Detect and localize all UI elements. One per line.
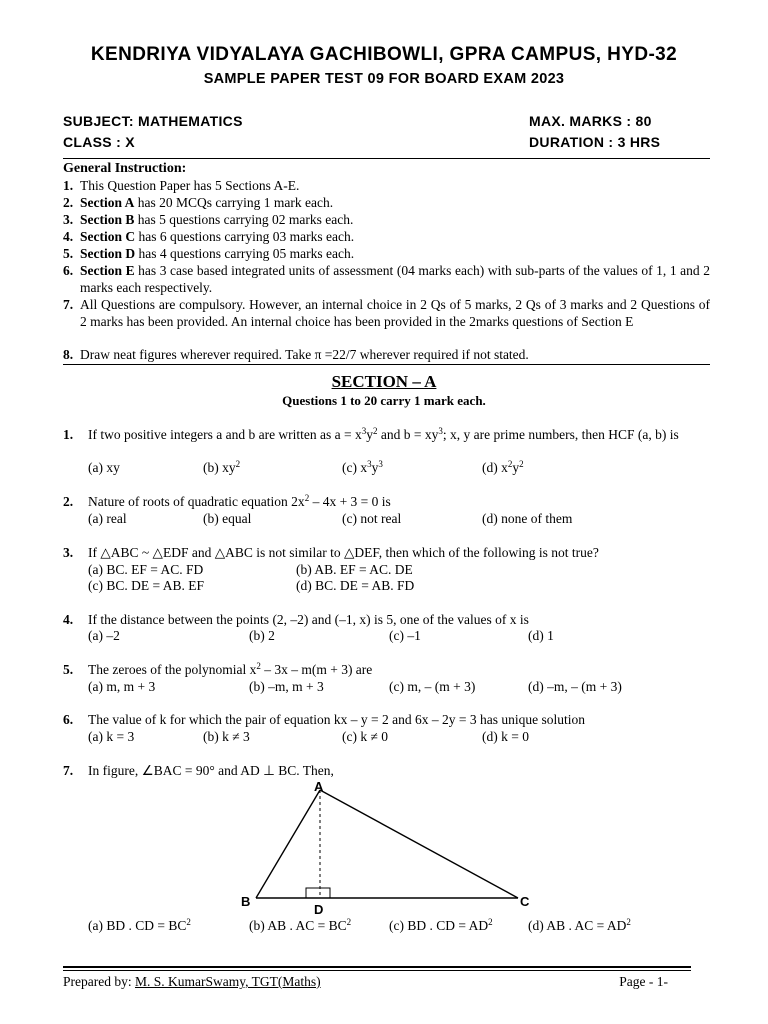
question-text: Nature of roots of quadratic equation $2x^2 - 4x + 3 = 0$ is xyxy=(88,493,391,509)
question-text: If the distance between the points (2, –2) and (–1, x) is 5, one of the values of x is xyxy=(88,612,529,627)
label-d: D xyxy=(314,902,324,917)
option-b: (b) AB. EF = AC. DE xyxy=(296,562,413,577)
right-angle-marker xyxy=(306,888,330,898)
class-label: CLASS : X xyxy=(63,134,135,150)
option-b: (b) $xy^2$ xyxy=(203,459,241,475)
option-d: (d) none of them xyxy=(482,511,573,526)
label-b: B xyxy=(241,894,251,909)
option-a: (a) real xyxy=(88,511,127,526)
question-text: If two positive integers a and b are written as $a = x^3y^2$ and $b = xy^3$; x, y are prime numbers, then HCF (a, b) is xyxy=(88,426,679,442)
question-text: In figure, ∠BAC = 90° and AD ⊥ BC. Then, xyxy=(88,763,334,778)
side-ac xyxy=(320,790,518,898)
page-number: Page - 1- xyxy=(619,974,668,989)
option-a: (a) –2 xyxy=(88,628,120,643)
footer-divider xyxy=(63,966,691,968)
option-a: (a) BC. EF = AC. FD xyxy=(88,562,204,577)
option-c: (c) –1 xyxy=(389,628,421,643)
header-divider xyxy=(63,158,710,159)
option-a: (a) BD . CD = $BC^2$ xyxy=(88,917,191,933)
school-title: KENDRIYA VIDYALAYA GACHIBOWLI, GPRA CAMPUS, HYD-32 xyxy=(90,44,678,65)
subject-label: SUBJECT: MATHEMATICS xyxy=(63,113,243,129)
section-subtitle: Questions 1 to 20 carry 1 mark each. xyxy=(282,393,486,408)
section-title: SECTION – A xyxy=(331,372,437,391)
option-b: (b) –m, m + 3 xyxy=(249,679,324,694)
question-text: If △ABC ~ △EDF and △ABC is not similar to △DEF, then which of the following is not true? xyxy=(88,545,599,560)
option-a: (a) k = 3 xyxy=(88,729,135,744)
option-c: (c) $x^3y^3$ xyxy=(342,459,383,475)
option-d: (d) 1 xyxy=(528,628,554,643)
option-d: (d) AB . AC = $AD^2$ xyxy=(528,917,631,933)
test-title: SAMPLE PAPER TEST 09 FOR BOARD EXAM 2023 xyxy=(203,71,565,87)
option-b: (b) k ≠ 3 xyxy=(203,729,250,744)
option-d: (d) –m, – (m + 3) xyxy=(528,679,622,694)
label-c: C xyxy=(520,894,530,909)
prepared-by: Prepared by: M. S. KumarSwamy, TGT(Maths) xyxy=(63,974,321,989)
option-b: (b) equal xyxy=(203,511,252,526)
option-a: (a) xy xyxy=(88,460,120,475)
label-a: A xyxy=(314,779,324,794)
option-c: (c) not real xyxy=(342,511,402,526)
footer-divider-thin xyxy=(63,970,691,971)
option-c: (c) m, – (m + 3) xyxy=(389,679,476,694)
option-d: (d) BC. DE = AB. FD xyxy=(296,578,415,593)
question-text: The value of k for which the pair of equation kx – y = 2 and 6x – 2y = 3 has unique solution xyxy=(88,712,586,727)
option-c: (c) k ≠ 0 xyxy=(342,729,389,744)
exam-page: KENDRIYA VIDYALAYA GACHIBOWLI, GPRA CAMPUS, HYD-32 SAMPLE PAPER TEST 09 FOR BOARD EXAM 2023 SUBJECT: MATHEMATICS MAX. MARKS : 80 CLASS : X DURATION : 3 HRS General Instruction: 1. This Question Paper has 5 Sections A-E. 2. Section A has 20 MCQs carrying 1 mark each. 3. Section B has 5 questions carrying 02 marks each. 4. Section C has 6 questions carrying 03 marks each. 5. Section D has 4 questions carrying 05 marks each. 6. Section E has 3 case based integrated units of assessment (04 marks each) with sub-parts of the values of 1, 1 and 2 marks each respectively. 7. All Questions are compulsory. However, an internal choice in 2 Qs of 5 marks, 2 Qs of 3 marks and 2 Questions of 2 marks has been provided. An internal choice has been provided in the 2marks questions of Section E 8. Draw neat figures wherever required. Take π =22/7 wherever required if not stated. SECTION – A Questions 1 to 20 carry 1 mark each. 1. If two positive integers a and b are written as $a = x^3y^2$ and $b = xy^3$; x, y are prime numbers, then HCF (a, b) is (a) xy (b) $xy^2$ (c) $x^3y^3$ (d) $x^2y^2$ 2. Nature of roots of quadratic equation $2x^2 - 4x + 3 = 0$ is (a) real (b) equal (c) not real (d) none of them 3. If △ABC ~ △EDF and △ABC is not similar to △DEF, then which of the following is not true? (a) BC. EF = AC. FD (b) AB. EF = AC. DE (c) BC. DE = AB. EF (d) BC. DE = AB. FD 4. If the distance between the points (2, –2) and (–1, x) is 5, one of the values of x is (a) –2 (b) 2 (c) –1 (d) 1 5. The zeroes of the polynomial $x^2 - 3x - m(m + 3)$ are (a) m, m + 3 (b) –m, m + 3 (c) m, – (m + 3) (d) –m, – (m + 3) 6. The value of k for which the pair of equation kx – y = 2 and 6x – 2y = 3 has unique solution (a) k = 3 (b) k ≠ 3 (c) k ≠ 0 (d) k = 0 7. In figure, ∠BAC = 90° and AD ⊥ BC. Then, A B C D (a) BD . CD = $BC^2$ (b) AB . AC = $BC^2$ (c) BD . CD = $AD^2$ (d) AB . AC = $AD^2$ Prepared by: M. S. KumarSwamy, TGT(Maths) Page - 1- xyxy=(0,0,768,1024)
option-b: (b) AB . AC = $BC^2$ xyxy=(249,917,352,933)
question-text: The zeroes of the polynomial $x^2 - 3x - m(m + 3)$ are xyxy=(88,661,373,677)
option-d: (d) $x^2y^2$ xyxy=(482,459,524,475)
instructions-divider xyxy=(63,364,710,365)
option-c: (c) BC. DE = AB. EF xyxy=(88,578,204,593)
instructions-title: General Instruction: xyxy=(63,161,187,176)
option-c: (c) BD . CD = $AD^2$ xyxy=(389,917,493,933)
side-ab xyxy=(256,790,320,898)
option-d: (d) k = 0 xyxy=(482,729,529,744)
duration-label: DURATION : 3 HRS xyxy=(529,134,661,150)
triangle-figure xyxy=(230,778,540,918)
option-b: (b) 2 xyxy=(249,628,275,643)
max-marks-label: MAX. MARKS : 80 xyxy=(529,113,652,129)
option-a: (a) m, m + 3 xyxy=(88,679,156,694)
